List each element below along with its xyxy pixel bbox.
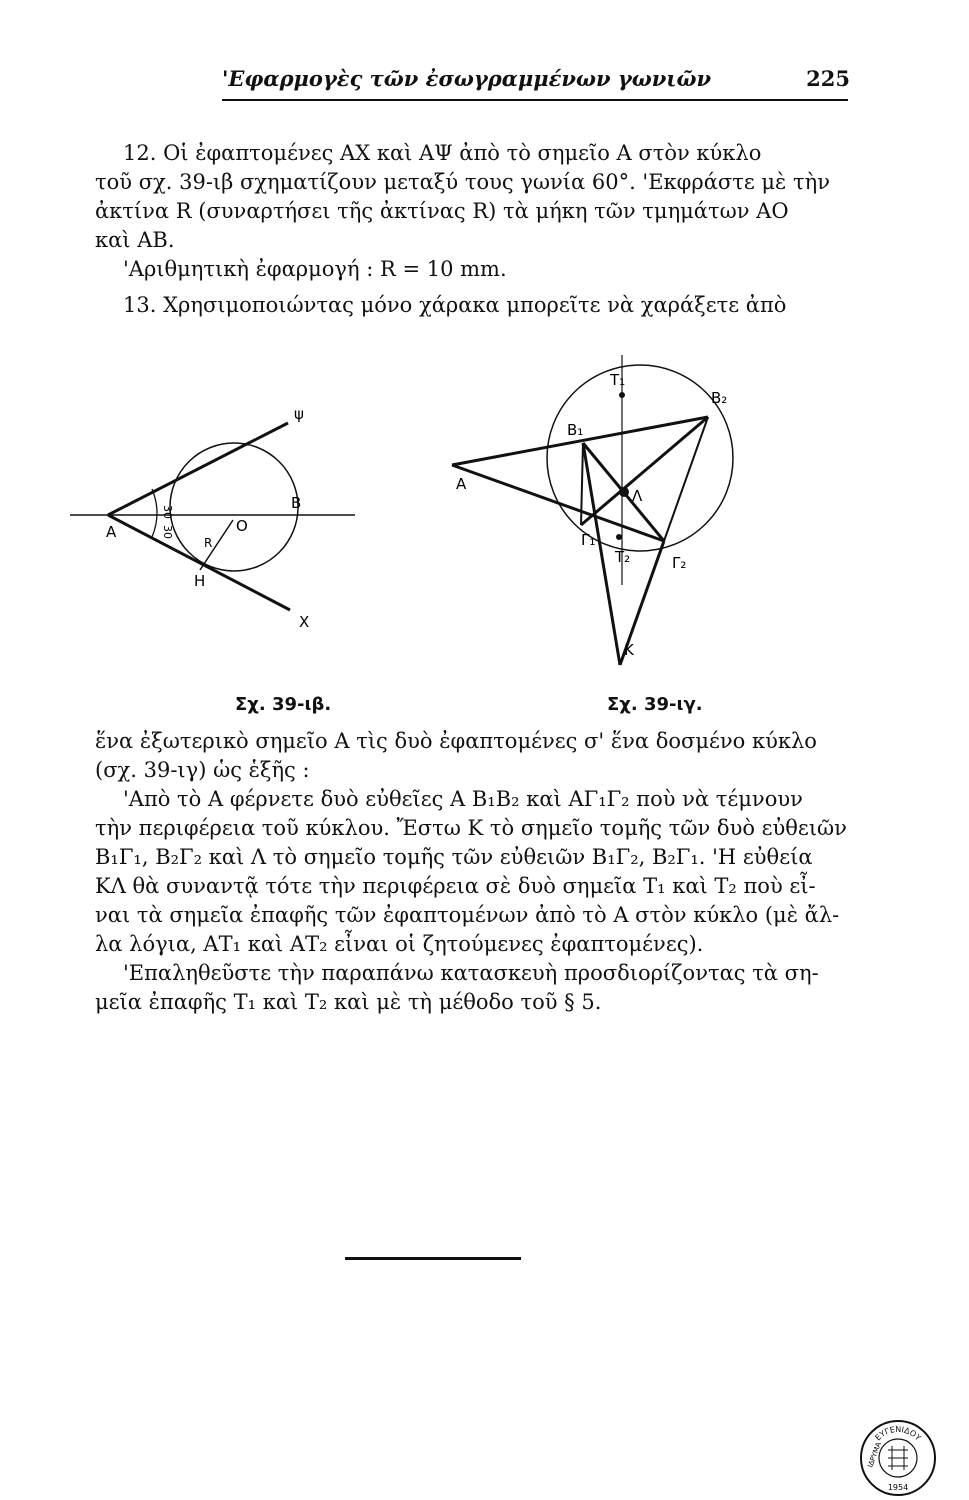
label-K: Κ [624,641,634,659]
label-G2: Γ₂ [672,554,687,572]
label-A: Α [456,475,467,493]
point-L [619,487,629,497]
angle-arc [152,489,157,537]
text-line: τοῦ σχ. 39-ιβ σχηματίζουν μεταξύ τους γωνία 60°. 'Εκφράστε μὲ τὴν [95,170,830,194]
figure-39-ib [70,385,370,645]
circle [547,365,733,551]
stamp-text-left: ΙΔΡΥΜΑ [866,1441,883,1469]
text-line: Β₁Γ₁, Β₂Γ₂ καὶ Λ τὸ σημεῖο τομῆς τῶν εὐθειῶν Β₁Γ₂, Β₂Γ₁. 'Η εὐθεία [95,845,813,869]
text-line: λα λόγια, ΑΤ₁ καὶ ΑΤ₂ εἶναι οἱ ζητούμενες ἐφαπτομένες). [95,932,704,956]
label-L: Λ [632,487,643,505]
text-line: 'Απὸ τὸ Α φέρνετε δυὸ εὐθεῖες Α Β₁Β₂ καὶ ΑΓ₁Γ₂ ποὺ νὰ τέμνουν [123,787,803,811]
problem-13-intro [95,291,855,320]
tangent-line-x [108,515,290,610]
svg-text:ΕΥΓΕΝΙΔΟΥ [873,1425,922,1443]
text-line: 'Επαληθεῦστε τὴν παραπάνω κατασκευὴ προσδιορίζοντας τὰ ση- [123,961,819,985]
text-line: τὴν περιφέρεια τοῦ κύκλου. Ἔστω Κ τὸ σημεῖο τομῆς τῶν δυὸ εὐθειῶν [95,816,847,840]
label-psi: ψ [294,405,304,423]
foundation-stamp-icon [858,1418,938,1498]
caption-39-ig: Σχ. 39-ιγ. [607,694,703,715]
point-T2 [616,534,622,540]
label-T1: Τ₁ [610,371,626,389]
stamp-year: 1954 [887,1483,909,1492]
text-line: ἕνα ἐξωτερικὸ σημεῖο Α τὶς δυὸ ἐφαπτομένες σ' ἕνα δοσμένο κύκλο [95,729,817,753]
text-line: ΚΛ θὰ συναντᾷ τότε τὴν περιφέρεια σὲ δυὸ σημεῖα Τ₁ καὶ Τ₂ ποὺ εἶ- [95,874,816,898]
label-A: Α [106,523,117,541]
text-line: 12. Οἱ ἐφαπτομένες ΑΧ καὶ ΑΨ ἀπὸ τὸ σημεῖο Α στὸν κύκλο [123,141,762,165]
label-R: R [204,536,213,550]
caption-39-ib: Σχ. 39-ιβ. [235,694,332,715]
circle [170,443,298,571]
tangent-line-psi [108,423,288,515]
running-header [222,66,850,96]
header-title: 'Εφαρμογὲς τῶν ἐσωγραμμένων γωνιῶν [222,66,712,91]
problem-12 [95,139,855,284]
text-line: ἀκτίνα R (συναρτήσει τῆς ἀκτίνας R) τὰ μήκη τῶν τμημάτων ΑΟ [95,199,789,223]
label-B1: Β₁ [567,421,584,439]
header-rule [222,99,848,101]
label-T2: Τ₂ [615,548,631,566]
label-X: Χ [299,613,310,631]
text-line: 'Αριθμητικὴ ἐφαρμογή : R = 10 mm. [123,257,507,281]
label-O: Ο [236,517,248,535]
label-H: Η [194,572,206,590]
problem-13-body [95,727,855,1017]
label-angle-2: 30 [161,525,174,539]
text-line: μεῖα ἐπαφῆς Τ₁ καὶ Τ₂ καὶ μὲ τὴ μέθοδο τοῦ § 5. [95,990,602,1014]
stamp-text-top: ΕΥΓΕΝΙΔΟΥ [873,1424,923,1443]
end-rule [345,1257,521,1260]
text-line: ναι τὰ σημεῖα ἐπαφῆς τῶν ἐφαπτομένων ἀπὸ τὸ Α στὸν κύκλο (μὲ ἄλ- [95,903,840,927]
page-number: 225 [806,66,850,91]
label-B: Β [291,494,302,512]
label-G1: Γ₁ [581,531,596,549]
figure-39-ig [440,355,740,695]
text-line: 13. Χρησιμοποιώντας μόνο χάρακα μπορεῖτε νὰ χαράξετε ἀπὸ [123,293,787,317]
text-line: καὶ ΑΒ. [95,228,175,252]
text-line: (σχ. 39-ιγ) ὡς ἑξῆς : [95,758,310,782]
label-angle-1: 30 [161,505,174,519]
label-B2: Β₂ [711,389,728,407]
point-T1 [619,392,625,398]
